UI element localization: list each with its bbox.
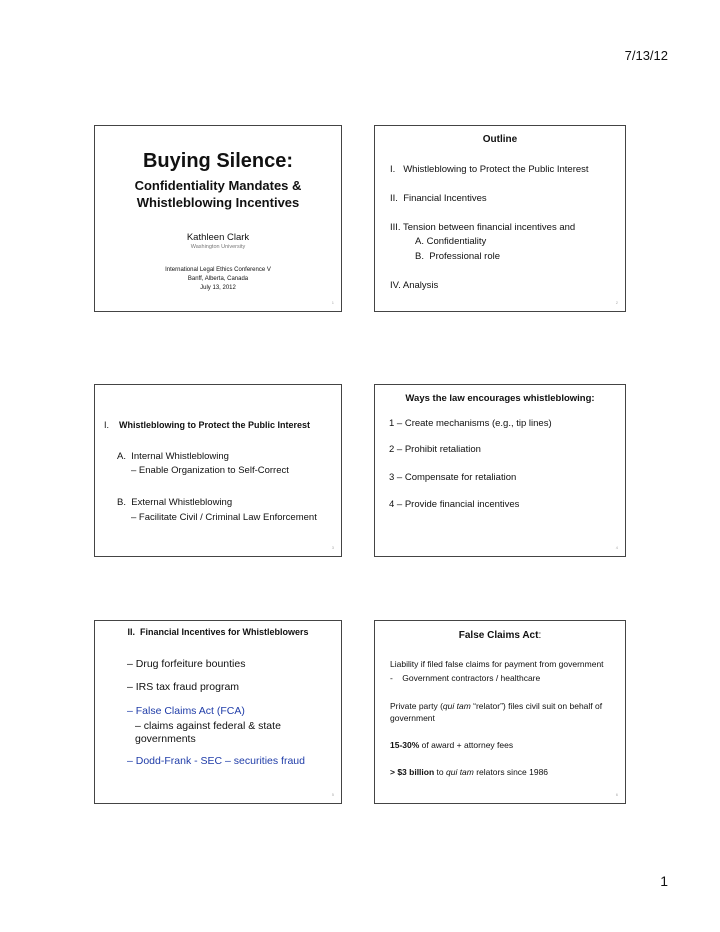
slide-3 <box>94 384 342 557</box>
outline-item-3b: B. Professional role <box>415 251 501 262</box>
slide-6-billion-bold: > $3 billion <box>390 767 435 777</box>
slide-5-number: 5 <box>331 792 334 797</box>
slide-6-private-b: “relator”) files civil suit on behalf of <box>470 701 603 711</box>
slide-4-number: 4 <box>615 545 618 550</box>
outline-item-4: IV. Analysis <box>390 280 439 291</box>
slide-1-subtitle-line2: Whistleblowing Incentives <box>136 195 300 210</box>
slide-4-item-1: 1 – Create mechanisms (e.g., tip lines) <box>389 418 552 429</box>
slide-3-number: 3 <box>331 545 334 550</box>
slide-1-title: Buying Silence: <box>142 150 294 172</box>
slide-3-item-a: A. Internal Whistleblowing <box>117 451 229 462</box>
slide-6 <box>374 620 626 804</box>
slide-5-item-3: – False Claims Act (FCA) <box>127 705 245 717</box>
slide-6-title-suffix: : <box>538 630 542 641</box>
slide-1-subtitle-line1: Confidentiality Mandates & <box>134 178 302 193</box>
slide-3-item-a-sub: – Enable Organization to Self-Correct <box>131 465 289 476</box>
slide-6-award-rest: of award + attorney fees <box>419 740 514 750</box>
slide-1-author: Kathleen Clark <box>186 232 250 243</box>
slide-1-location: Banff, Alberta, Canada <box>187 276 249 282</box>
slide-6-private-a: Private party ( <box>390 701 443 711</box>
slide-6-billion-mid: to <box>434 767 446 777</box>
slide-3-item-b: B. External Whistleblowing <box>117 497 233 508</box>
slide-6-liability: Liability if filed false claims for payment from government <box>390 659 604 669</box>
slide-5-item-2: – IRS tax fraud program <box>127 681 240 693</box>
slide-1 <box>94 125 342 312</box>
slide-3-title-num: I. <box>104 420 110 430</box>
slide-4-item-4: 4 – Provide financial incentives <box>389 499 520 510</box>
slide-5-item-4: – Dodd-Frank - SEC – securities fraud <box>127 755 305 767</box>
header-date: 7/13/12 <box>624 48 668 63</box>
slide-6-liability-sub: - Government contractors / healthcare <box>390 673 541 683</box>
slide-4-item-3: 3 – Compensate for retaliation <box>389 472 517 483</box>
slide-6-private-qui-tam: qui tam <box>442 701 471 711</box>
slide-1-date: July 13, 2012 <box>200 285 236 291</box>
slide-1-affiliation: Washington University <box>190 244 246 250</box>
slide-6-billion-rest: relators since 1986 <box>473 767 549 777</box>
outline-item-3a: A. Confidentiality <box>415 236 487 247</box>
slide-5-item-3-sub: – claims against federal & state <box>135 720 281 732</box>
slide-6-number: 6 <box>615 792 618 797</box>
slide-5-item-1: – Drug forfeiture bounties <box>127 658 246 670</box>
slide-2-title: Outline <box>482 134 518 145</box>
slide-6-award-bold: 15-30% <box>390 740 420 750</box>
slide-1-conference: International Legal Ethics Conference V <box>165 267 271 273</box>
slide-4 <box>374 384 626 557</box>
slide-6-billion-qui-tam: qui tam <box>445 767 474 777</box>
slide-4-item-2: 2 – Prohibit retaliation <box>389 444 481 455</box>
slide-2 <box>374 125 626 312</box>
slide-3-item-b-sub: – Facilitate Civil / Criminal Law Enforcement <box>131 512 317 523</box>
page-number: 1 <box>660 873 668 889</box>
outline-item-2: II. Financial Incentives <box>390 193 487 204</box>
slide-5-title: II. Financial Incentives for Whistleblowers <box>127 627 309 637</box>
slide-4-title: Ways the law encourages whistleblowing: <box>405 393 595 404</box>
slide-6-billion <box>390 767 548 777</box>
slide-5-item-3-sub-cont: governments <box>135 733 196 745</box>
slide-2-number: 2 <box>615 300 618 305</box>
slide-1-number: 1 <box>331 300 334 305</box>
slide-6-award <box>390 740 513 750</box>
slide-6-title <box>375 630 625 641</box>
slide-6-private-c: government <box>390 713 435 723</box>
slide-6-title-text: False Claims Act <box>458 630 539 641</box>
slide-5 <box>94 620 342 804</box>
slide-3-title: Whistleblowing to Protect the Public Interest <box>119 420 311 430</box>
outline-item-1: I. Whistleblowing to Protect the Public Interest <box>390 164 589 175</box>
slide-6-private-party <box>390 701 602 711</box>
outline-item-3: III. Tension between financial incentives and <box>390 222 576 233</box>
